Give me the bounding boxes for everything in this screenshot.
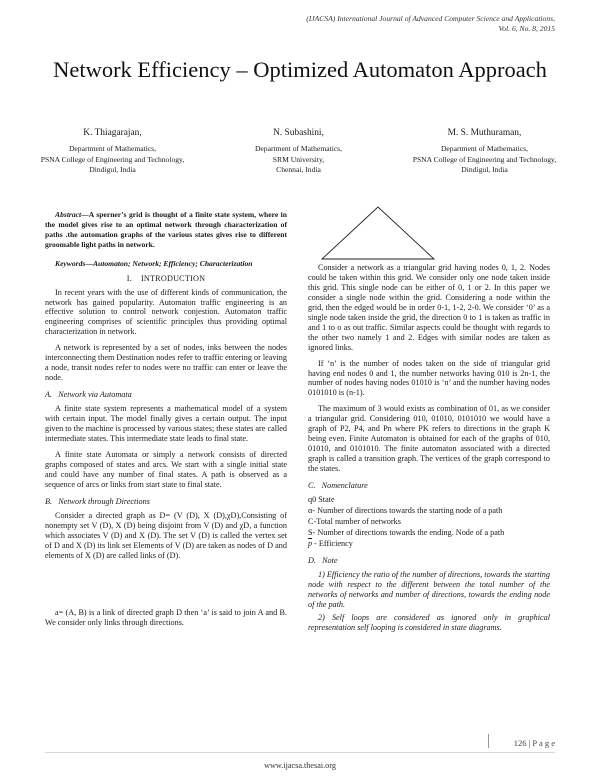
triangle-grid-diagram <box>318 205 438 261</box>
section-b-paragraph-1: Consider a directed graph as D= (V (D), X (D),χD),Consisting of nonempty set V (D), X (D) being disjoint from V (D) and χD, a function which associates V (D) and X (D). The set V (D) is called the vertex set of D and X (D) its link set Elements of V (D) are taken as nodes of D and elements of X (D) are called links of (D). <box>45 510 287 560</box>
subsection-heading-a: A. Network via Automata <box>45 390 132 400</box>
journal-volume: Vol. 6, No. 8, 2015 <box>498 24 555 33</box>
note-1: 1) Efficiency the ratio of the number of directions, towards the starting node with respect to the different between the total number of the networks of networks and number of directions, towards the ending node of the path. <box>308 569 550 609</box>
left-column <box>45 210 287 628</box>
journal-header <box>195 14 555 34</box>
right-paragraph-2: If ‘n’ is the number of nodes taken on the side of triangular grid having end nodes 0 and 1, the number networks having 010 is 2n-1, the number of nodes having nodes 01010 is ‘n’ and the number having nodes 0101010 is (n-1). <box>308 358 550 398</box>
author-name: K. Thiagarajan, <box>83 128 142 138</box>
author-name: N. Subashini, <box>273 128 324 138</box>
nomenclature-item: C-Total number of networks <box>308 516 401 526</box>
intro-paragraph-2: A network is represented by a set of nodes, inks between the nodes interconnecting them Destination nodes refer to traffic entering or leaving a node, transit nodes refer to nodes were no traffic can enter or leave the node. <box>45 343 287 383</box>
author-3 <box>392 127 577 176</box>
abstract-text: A sperner’s grid is thought of a finite state system, where in the model gives rise to an optimal network through characterization of paths .the automation graphs of the various states gives rise to different groomable light paths in network. <box>45 210 287 249</box>
author-institution: SRM University, <box>272 154 325 164</box>
efficiency-label: - Efficiency <box>314 538 353 548</box>
nomenclature-list <box>308 495 550 549</box>
author-dept: Department of Mathematics, <box>440 144 529 153</box>
section-a-paragraph-1: A finite state system represents a mathematical model of a system with certain input. The model finally gives a certain output. The input given to the machine is processed by various states; these states are called intermediate states. This intermediate state leads to final state. <box>45 404 287 443</box>
nomenclature-item: S- Number of directions towards the ending. Node of a path <box>308 527 505 537</box>
author-city: Dindigul, India <box>461 165 508 174</box>
right-paragraph-1: Consider a network as a triangular grid having nodes 0, 1, 2. Nodes could be taken within this grid. We consider only one node taken inside this grid. This single node can be either of 0, 1 or 2. In this paper we consider a single node within the grid. Considering a node within the grid, then the edged would be in order 0-1, 1-2, 2-0. We consider ‘0’ as a single node taken inside the grid, the direction 0 to 1 is taken as traffic in and 1 to o as out traffic. Similar aspects could be thought with regards to the other two namely 1 and 2. Edges with similar nodes are taken as ignored links. <box>308 263 550 352</box>
nomenclature-item: q0 State <box>308 495 335 505</box>
author-dept: Department of Mathematics, <box>254 144 343 153</box>
author-dept: Department of Mathematics, <box>68 144 157 153</box>
keywords: Keywords—Automaton; Network; Efficiency; Characterization <box>55 258 253 268</box>
intro-paragraph-1: In recent years with the use of different kinds of communication, the network has gained popularity. Automaton traffic engineering is an effective solution to control network conjestion. Automaton traffic engineering comprises of scientific principles thus providing optimal characterization in network. <box>45 287 287 337</box>
figure-placeholder <box>45 560 287 602</box>
paper-title: Network Efficiency – Optimized Automaton Approach <box>53 57 547 82</box>
page-number-divider <box>488 734 489 748</box>
efficiency-symbol: $\overline{p}$ <box>308 538 313 548</box>
section-a-paragraph-2: A finite state Automata or simply a network consists of directed graphs composed of states and arcs. We start with a single initial state and could have any number of final states. A path is observed as a sequence of arcs or links from start state to final state. <box>45 449 287 489</box>
author-city: Chennai, India <box>276 165 321 174</box>
author-institution: PSNA College of Engineering and Technology, <box>40 154 185 164</box>
abstract-label: Abstract— <box>55 210 89 219</box>
triangle-outline <box>322 207 434 259</box>
right-paragraph-3: The maximum of 3 would exists as combination of 01, as we consider a triangular grid. Considering 010, 01010, 0101010 we would have a graph of P2, P4, and Pn where PK refers to directions in the graph K being even. Finite Automaton is obtained for each of the graphs of 010, 01010, and 0101010. The finite automaton associated with a directed graph is called a transition graph. The vertices of the graph correspond to the states. <box>308 404 550 474</box>
journal-name: (IJACSA) International Journal of Advanced Computer Science and Applications, <box>306 14 555 23</box>
footer-rule <box>45 752 555 753</box>
author-1 <box>20 127 205 176</box>
page-number: 126 | P a g e <box>513 738 555 748</box>
note-2: 2) Self loops are considered as ignored only in graphical representation self looping is considered in state diagrams. <box>308 612 550 632</box>
author-2 <box>206 127 391 176</box>
section-heading-introduction: I. INTRODUCTION <box>126 273 206 283</box>
footer-url: www.ijacsa.thesai.org <box>264 761 336 770</box>
subsection-heading-c: C. Nomenclature <box>308 481 368 491</box>
right-column <box>308 205 550 632</box>
triangle-figure <box>308 205 550 261</box>
author-institution: PSNA College of Engineering and Technology, <box>412 154 557 164</box>
author-city: Dindigul, India <box>89 165 136 174</box>
author-name: M. S. Muthuraman, <box>447 128 522 138</box>
subsection-heading-d: D. Note <box>308 555 338 565</box>
subsection-heading-b: B. Network through Directions <box>45 496 150 506</box>
nomenclature-item-efficiency <box>308 539 550 549</box>
nomenclature-item: α- Number of directions towards the starting node of a path <box>308 505 503 515</box>
abstract <box>45 210 287 250</box>
section-b-paragraph-2: a= (A, B) is a link of directed graph D then ‘a’ is said to join A and B. We consider only links through directions. <box>45 608 287 628</box>
